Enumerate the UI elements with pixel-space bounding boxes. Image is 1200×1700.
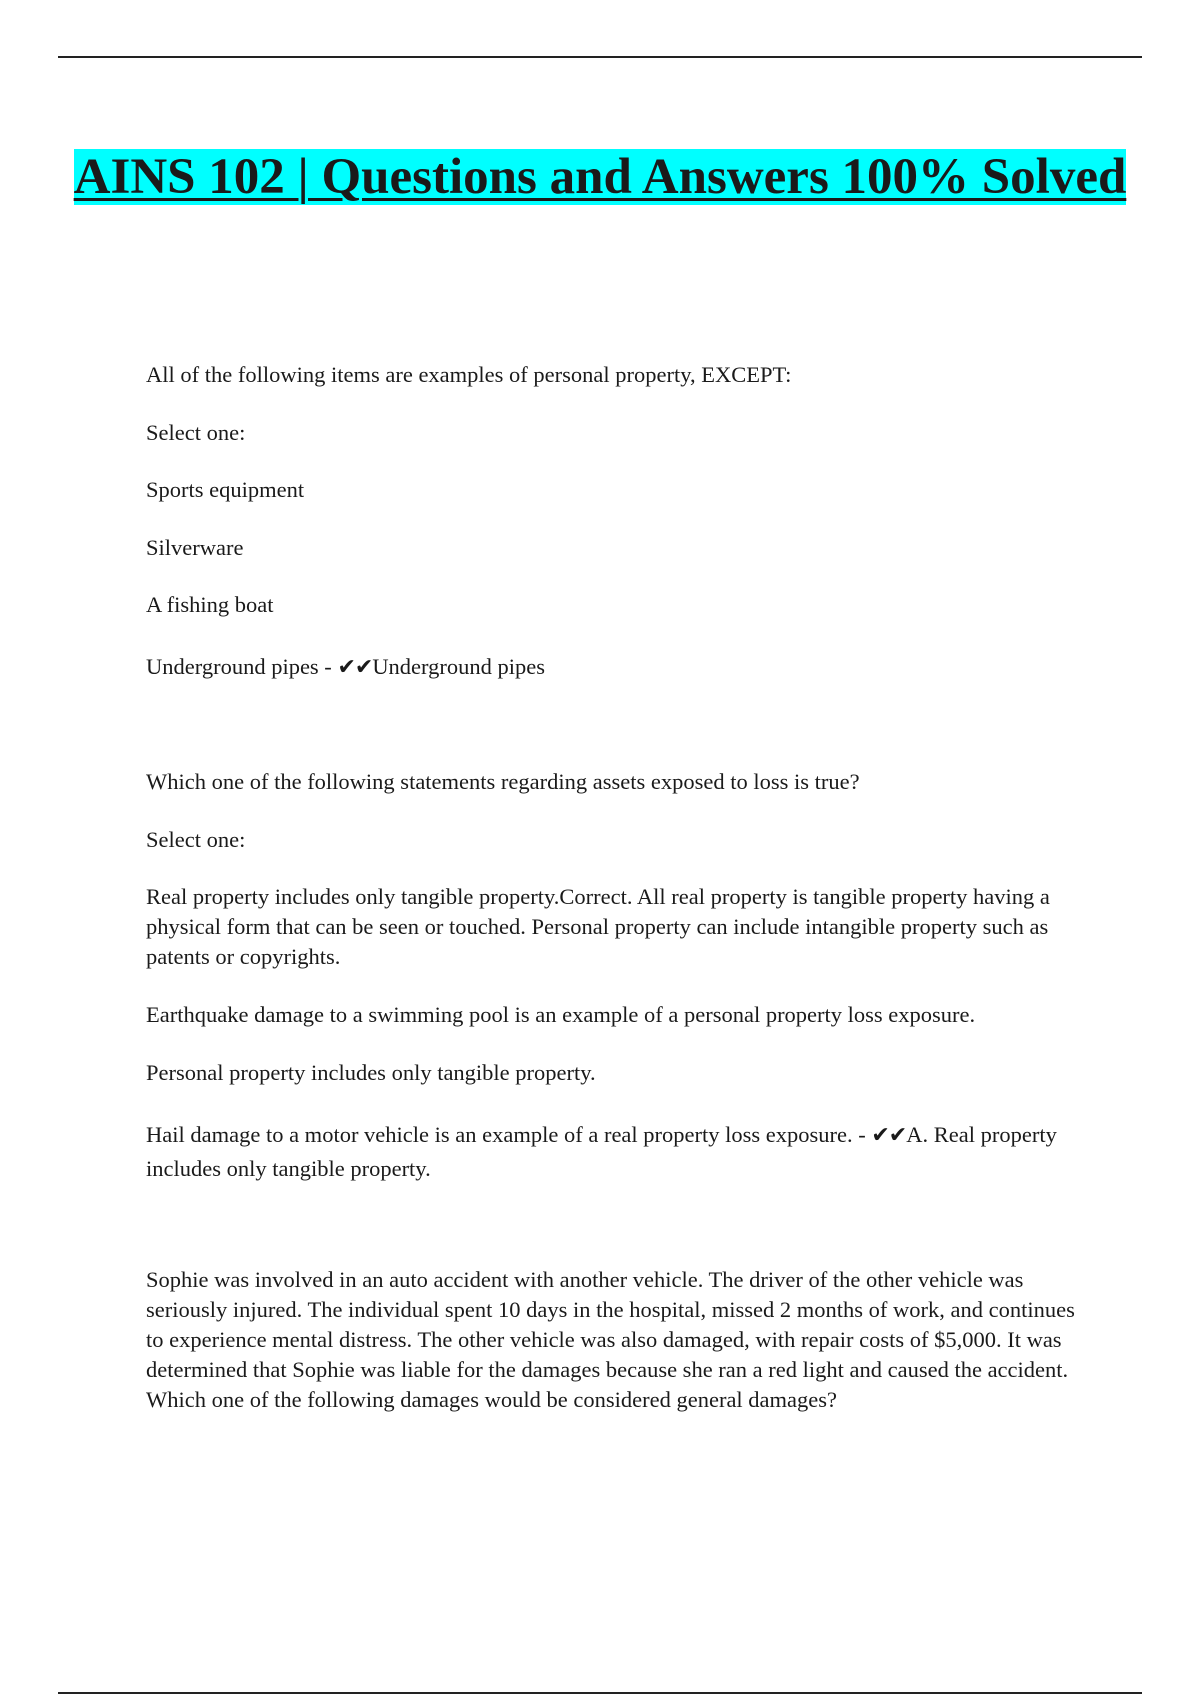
question-1-option-4 [146,652,1086,683]
question-2-option-3: Personal property includes only tangible property. [146,1060,596,1085]
question-1-option-1: Sports equipment [146,477,305,502]
question-1-option-4-text: Underground pipes - [146,654,338,679]
question-2-select-label: Select one: [146,827,246,852]
question-3-prompt: Sophie was involved in an auto accident with another vehicle. The driver of the other vehicle was seriously injured. The individual spent 10 days in the hospital, missed 2 months of work, and continues to experience mental distress. The other vehicle was also damaged, with repair costs of $5,000. It was determined that Sophie was liable for the damages because she ran a red light and caused the accident. Which one of the following damages would be considered general damages? [146,1267,1075,1412]
bottom-rule [58,1692,1142,1694]
question-1-option-2: Silverware [146,535,244,560]
double-check-icon: ✔✔ [337,655,373,680]
question-2-option-2: Earthquake damage to a swimming pool is an example of a personal property loss exposure. [146,1002,976,1027]
double-check-icon: ✔✔ [871,1123,907,1148]
question-1-option-3: A fishing boat [146,592,274,617]
question-1-prompt: All of the following items are examples of personal property, EXCEPT: [146,362,792,387]
question-1-select-label: Select one: [146,420,246,445]
question-2-prompt: Which one of the following statements regarding assets exposed to loss is true? [146,769,860,794]
question-2-answer: A. Real property includes only tangible property. [146,1122,1057,1181]
top-rule [58,56,1142,58]
title-block [60,146,1140,209]
question-2-option-1: Real property includes only tangible property.Correct. All real property is tangible property having a physical form that can be seen or touched. Personal property can include intangible property such as patents or copyrights. [146,884,1050,969]
question-2-option-4-text: Hail damage to a motor vehicle is an example of a real property loss exposure. - [146,1122,872,1147]
question-2-option-4 [146,1118,1086,1185]
question-1-answer: Underground pipes [372,654,545,679]
document-title: AINS 102 | Questions and Answers 100% Solved [73,149,1127,205]
